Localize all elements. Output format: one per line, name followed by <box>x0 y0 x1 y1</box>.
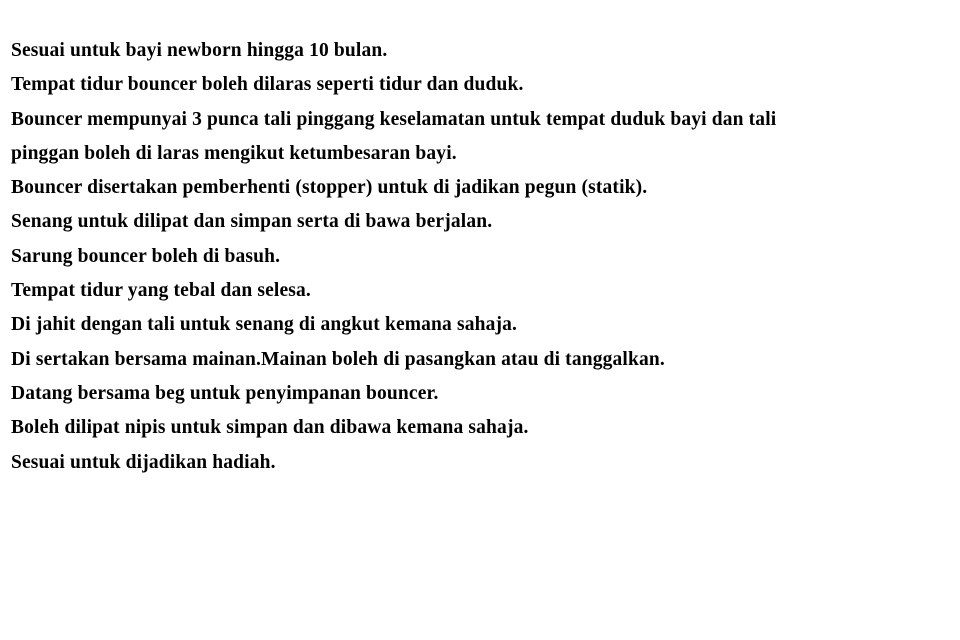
description-line-9: Di jahit dengan tali untuk senang di angkut kemana sahaja. <box>11 314 518 336</box>
description-line-6: Senang untuk dilipat dan simpan serta di bawa berjalan. <box>11 211 493 233</box>
description-line-8: Tempat tidur yang tebal dan selesa. <box>11 280 311 302</box>
description-line-12: Boleh dilipat nipis untuk simpan dan dibawa kemana sahaja. <box>11 417 529 439</box>
description-line-2: Tempat tidur bouncer boleh dilaras seperti tidur dan duduk. <box>11 74 524 96</box>
description-line-4: pinggan boleh di laras mengikut ketumbesaran bayi. <box>11 142 457 164</box>
description-line-1: Sesuai untuk bayi newborn hingga 10 bulan. <box>11 40 388 61</box>
description-line-3: Bouncer mempunyai 3 punca tali pinggang keselamatan untuk tempat duduk bayi dan tali <box>11 108 777 130</box>
description-line-13: Sesuai untuk dijadikan hadiah. <box>11 451 276 473</box>
product-description <box>11 37 941 483</box>
description-line-7: Sarung bouncer boleh di basuh. <box>11 245 281 267</box>
description-line-5: Bouncer disertakan pemberhenti (stopper) untuk di jadikan pegun (statik). <box>11 177 648 199</box>
description-line-11: Datang bersama beg untuk penyimpanan bouncer. <box>11 382 439 404</box>
description-line-10: Di sertakan bersama mainan.Mainan boleh di pasangkan atau di tanggalkan. <box>11 348 665 370</box>
